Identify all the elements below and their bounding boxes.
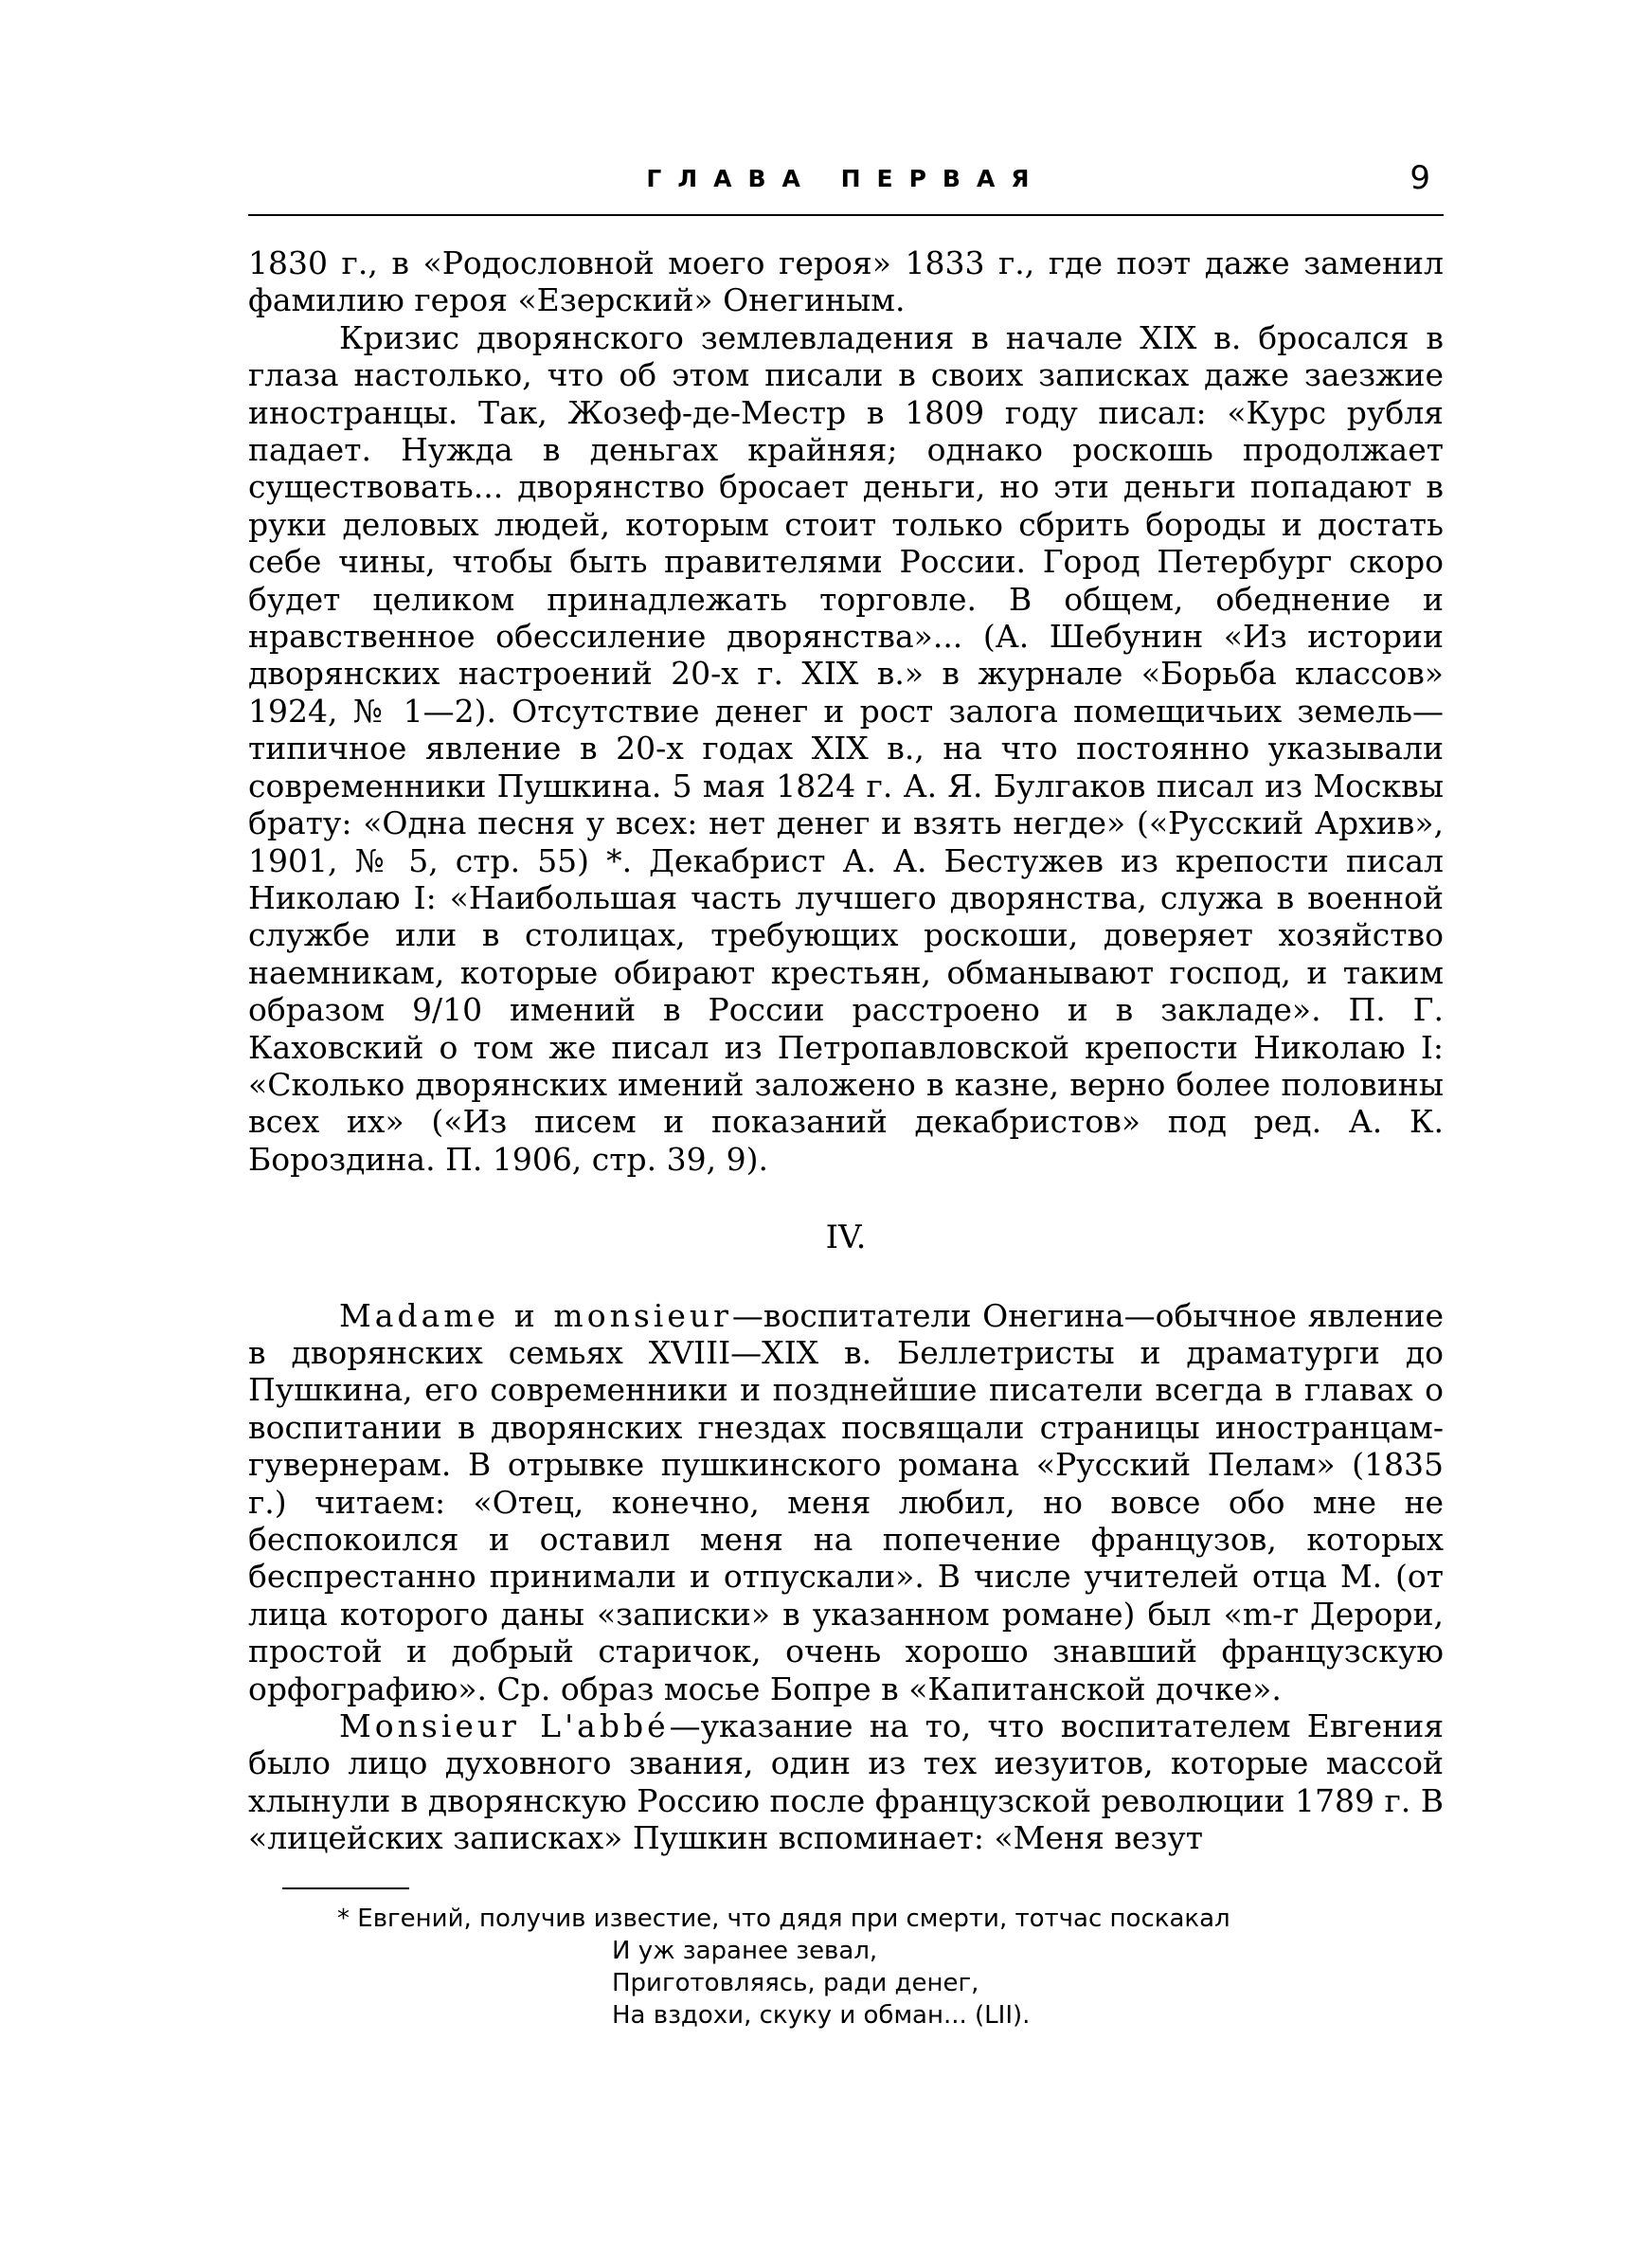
verse-line: На вздохи, скуку и обман... (LII). [612,2000,1031,2030]
footnote-line: * Евгений, получив известие, что дядя при смерти, тотчас поскакал [337,1904,1230,1933]
footnote [248,1903,1444,2031]
chapter-title: ГЛАВА ПЕРВАЯ [646,165,1046,192]
paragraph-text: —воспитатели Онегина—обычное явление в дворянских семьях XVIII—XIX в. Беллетристы и драматурги до Пушкина, его современники и позднейшие писатели всегда в главах о воспитании в дворянских гнездах посвящали страницы иностранцам-гувернерам. В отрывке пушкинского романа «Русский Пелам» (1835 г.) читаем: «Отец, конечно, меня любил, но вовсе обо мне не беспокоился и оставил меня на попечение французов, которых беспрестанно принимали и отпускали». В числе учителей отца М. (от лица которого даны «записки» в указанном романе) был «m-r Дерори, простой и добрый старичок, очень хорошо знавший французскую орфографию». Ср. образ мосье Бопре в «Капитанской дочке». [248,1296,1444,1707]
footnote-rule [282,1887,409,1889]
glossed-term: Madame и monsieur [339,1296,732,1334]
paragraph-abbe [248,1707,1444,1857]
page-number: 9 [1410,159,1430,197]
running-head [248,161,1444,216]
footnote-verse [248,1935,1444,2031]
body-text [248,244,1444,2031]
paragraph-continuation: 1830 г., в «Родословной моего героя» 1833 г., где поэт даже заменил фамилию героя «Езерский» Онегиным. [248,244,1444,319]
paragraph-tutors [248,1297,1444,1707]
paragraph-text: —указание на то, что воспитателем Евгения было лицо духовного звания, один из тех иезуитов, которые массой хлынули в дворянскую Россию после французской революции 1789 г. В «лицейских записках» Пушкин вспоминает: «Меня везут [248,1707,1445,1857]
glossed-term: Monsieur L'abbé [339,1707,670,1745]
verse-line: Приготовляясь, ради денег, [612,1968,979,1997]
verse-line: И уж заранее зевал, [612,1936,878,1965]
book-page [248,161,1444,2031]
paragraph-land-crisis: Кризис дворянского землевладения в начале XIX в. бросался в глаза настолько, что об этом писали в своих записках даже заезжие иностранцы. Так, Жозеф-де-Местр в 1809 году писал: «Курс рубля падает. Нужда в деньгах крайняя; однако роскошь продолжает существовать... дворянство бросает деньги, но эти деньги попадают в руки деловых людей, которым стоит только сбрить бороды и достать себе чины, чтобы быть правителями России. Город Петербург скоро будет целиком принадлежать торговле. В общем, обеднение и нравственное обессиление дворянства»... (А. Шебунин «Из истории дворянских настроений 20-х г. XIX в.» в журнале «Борьба классов» 1924, № 1—2). Отсутствие денег и рост залога помещичьих земель—типичное явление в 20-х годах XIX в., на что постоянно указывали современники Пушкина. 5 мая 1824 г. А. Я. Булгаков писал из Москвы брату: «Одна песня у всех: нет денег и взять негде» («Русский Архив», 1901, № 5, стр. 55) *. Декабрист А. А. Бестужев из крепости писал Николаю I: «Наибольшая часть лучшего дворянства, служа в военной службе или в столицах, требующих роскоши, доверяет хозяйство наемникам, которые обирают крестьян, обманывают господ, и таким образом 9/10 имений в России расстроено и в закладе». П. Г. Каховский о том же писал из Петропавловской крепости Николаю I: «Сколько дворянских имений заложено в казне, верно более половины всех их» («Из писем и показаний декабристов» под ред. А. К. Бороздина. П. 1906, стр. 39, 9). [248,318,1444,1178]
section-heading: IV. [825,1219,867,1257]
